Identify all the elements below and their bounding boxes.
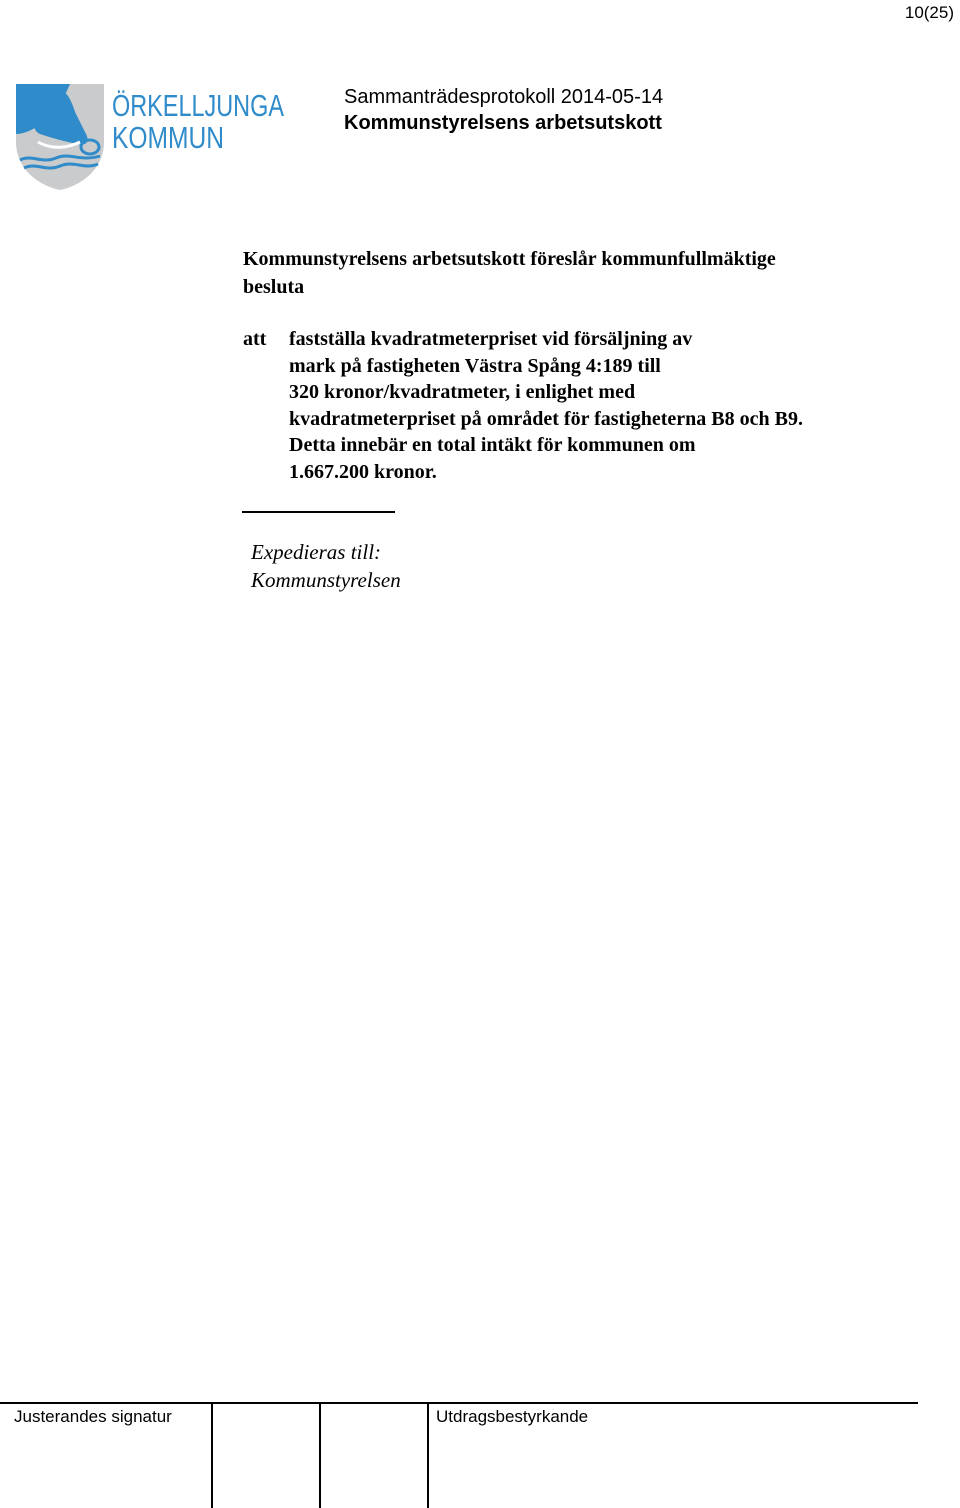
decision-att-label: att: [243, 328, 267, 350]
decision-intro-line: Kommunstyrelsens arbetsutskott föreslår kommunfullmäktige: [243, 248, 776, 270]
signature-label: Justerandes signatur: [14, 1407, 172, 1426]
protocol-title: Sammanträdesprotokoll 2014-05-14: [344, 86, 664, 108]
distribution-list: [251, 538, 401, 594]
decision-text-line: Detta innebär en total intäkt för kommunen om: [289, 434, 696, 456]
certification-label: Utdragsbestyrkande: [436, 1407, 589, 1426]
distribution-label: Expedieras till:: [251, 540, 382, 564]
decision-intro-line: besluta: [243, 276, 305, 298]
footer-column-divider: [427, 1402, 429, 1508]
decision-text-line: 320 kronor/kvadratmeter, i enlighet med: [289, 381, 636, 403]
logo-line-2: KOMMUN: [112, 120, 224, 155]
committee-name: Kommunstyrelsens arbetsutskott: [344, 112, 662, 134]
decision-text-line: fastställa kvadratmeterpriset vid försäljning av: [289, 328, 693, 350]
footer-column-divider: [319, 1402, 321, 1508]
separator-line: [242, 511, 395, 513]
footer-column-divider: [211, 1402, 213, 1508]
municipal-coat-of-arms-icon: [16, 84, 306, 192]
decision-proposal: [243, 326, 923, 485]
decision-intro: [243, 245, 903, 301]
decision-text: [289, 326, 923, 485]
logo-line-1: ÖRKELLJUNGA: [112, 88, 285, 123]
distribution-recipient: Kommunstyrelsen: [251, 568, 401, 592]
decision-text-line: 1.667.200 kronor.: [289, 460, 437, 483]
footer-signature-table: [0, 1402, 960, 1508]
municipality-logo: [16, 84, 306, 192]
protocol-header: [344, 84, 663, 136]
decision-text-line: mark på fastigheten Västra Spång 4:189 till: [289, 354, 661, 377]
footer-divider: [0, 1402, 918, 1404]
page-number: 10(25): [904, 3, 954, 22]
decision-text-line: kvadratmeterpriset på området för fastigheterna B8 och B9.: [289, 407, 803, 430]
